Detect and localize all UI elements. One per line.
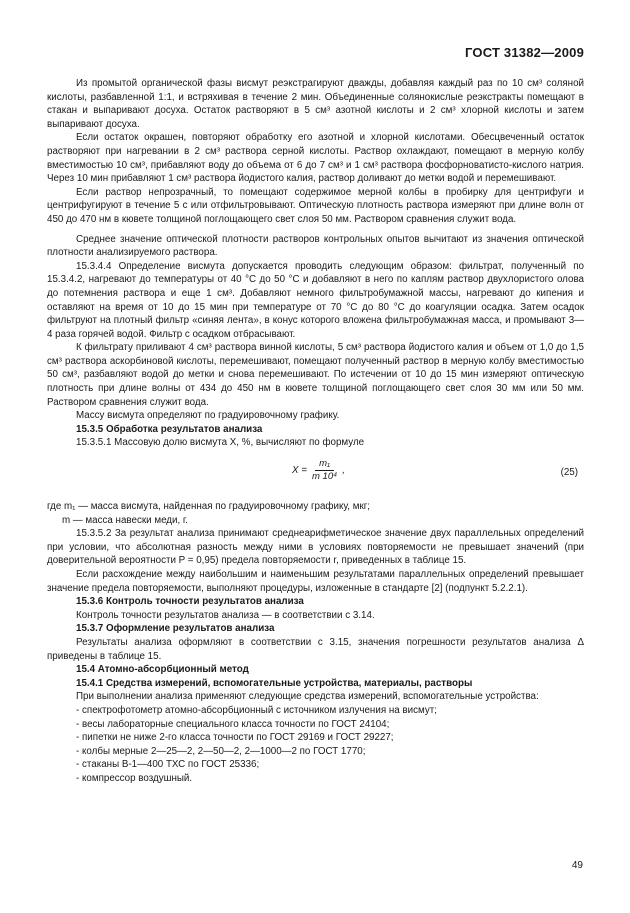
- formula-lhs: X =: [292, 464, 307, 476]
- paragraph-results-format: Результаты анализа оформляют в соответствии с 3.15, значения погрешности результатов анализа Δ приведены в таблице 15.: [47, 636, 584, 662]
- where-m1: где m₁ — масса висмута, найденная по градуировочному графику, мкг;: [47, 501, 371, 513]
- heading-15-4: 15.4 Атомно-абсорбционный метод: [76, 664, 249, 676]
- list-item: - спектрофотометр атомно-абсорбционный с источником излучения на висмут;: [76, 704, 437, 716]
- list-item: - компрессор воздушный.: [76, 772, 193, 784]
- paragraph-filtrate: К фильтрату приливают 4 см³ раствора винной кислоты, 5 см³ раствора йодистого калия и объем от 1,0 до 1,5 см³ раствора аскорбиновой кислоты, перемешивают, помещают полученный раствор в мерную колбу вместимостью 50 см³, разбавляют водой до метки и снова перемешивают. По истечении от 10 до 15 мин измеряют оптическую плотность при длине волны от 434 до 450 нм в кювете толщиной поглощающего свет слоя 30 мм или 50 мм. Раствором сравнения служит вода.: [47, 342, 584, 408]
- paragraph-instruments-intro: При выполнении анализа применяют следующие средства измерений, вспомогательные устройства:: [76, 691, 539, 703]
- page-header-standard: ГОСТ 31382—2009: [465, 45, 584, 60]
- list-item: - колбы мерные 2—25—2, 2—50—2, 2—1000—2 по ГОСТ 1770;: [76, 745, 366, 757]
- paragraph-15-3-5-1: 15.3.5.1 Массовую долю висмута X, %, вычисляют по формуле: [76, 437, 365, 449]
- paragraph-15-3-5-2: 15.3.5.2 За результат анализа принимают среднеарифметическое значение двух параллельных определений при условии, что абсолютная разность между ними в условиях повторяемости не превышает значений (при доверительной вероятности P = 0,95) предела повторяемости r, приведенных в таблице 15.: [47, 528, 584, 567]
- paragraph-discrepancy: Если расхождение между наибольшим и наименьшим результатами параллельных определений превышает значение предела повторяемости, выполняют процедуры, изложенные в стандарте [2] (подпункт 5.2.2.1).: [47, 569, 584, 594]
- formula-suffix: ,: [342, 464, 345, 476]
- heading-15-3-6: 15.3.6 Контроль точности результатов анализа: [76, 596, 304, 608]
- paragraph-accuracy-control: Контроль точности результатов анализа — в соответствии с 3.14.: [76, 609, 375, 621]
- formula-number: (25): [560, 467, 578, 479]
- formula-25: [47, 456, 584, 492]
- heading-15-3-5: 15.3.5 Обработка результатов анализа: [76, 423, 263, 435]
- page-number: 49: [571, 860, 583, 871]
- formula-numerator: m₁: [315, 458, 334, 471]
- paragraph-colored-residue: Если остаток окрашен, повторяют обработку его азотной и хлорной кислотами. Обесцвеченный остаток растворяют при нагревании в 2 см³ раствора серной кислоты. Раствор охлаждают, помещают в мерную колбу вместимостью 10 см³, прибавляют воду до объема от 6 до 7 см³ и 1 см³ раствора фосфорноватисто-кислого натрия. Через 10 мин прибавляют 1 см³ раствора йодистого калия, раствор доливают до метки водой и перемешивают.: [47, 132, 584, 185]
- heading-15-3-7: 15.3.7 Оформление результатов анализа: [76, 623, 275, 635]
- formula-fraction: [312, 458, 337, 483]
- document-body: [47, 77, 584, 786]
- paragraph-control-average: Среднее значение оптической плотности растворов контрольных опытов вычитают из значения оптической плотности анализируемого раствора.: [47, 233, 584, 259]
- where-m: m — масса навески меди, г.: [62, 514, 189, 526]
- list-item: - весы лабораторные специального класса точности по ГОСТ 24104;: [76, 718, 390, 730]
- list-item: - пипетки не ниже 2-го класса точности по ГОСТ 29169 и ГОСТ 29227;: [76, 732, 394, 744]
- paragraph-reextraction: Из промытой органической фазы висмут реэкстрагируют дважды, добавляя каждый раз по 10 см³ соляной кислоты, разбавленной 1:1, и встряхивая в течение 2 мин. Объединенные солянокислые реэкстракты помещают в стакан и выпаривают досуха. Остаток растворяют в 5 см³ азотной кислоты и 2 см³ хлорной кислоты и затем выпаривают досуха.: [47, 78, 584, 130]
- paragraph-turbid-solution: Если раствор непрозрачный, то помещают содержимое мерной колбы в пробирку для центрифуги и центрифугируют в течение 5 с или отфильтровывают. Оптическую плотность раствора измеряют при длине волн от 450 до 470 нм в кювете толщиной поглощающего свет слоя 50 мм. Раствором сравнения служит вода.: [47, 186, 584, 225]
- paragraph-bismuth-mass: Массу висмута определяют по градуировочному графику.: [76, 410, 340, 422]
- formula-expression: [292, 458, 345, 483]
- list-item: - стаканы В-1—400 ТХС по ГОСТ 25336;: [76, 759, 260, 771]
- formula-denominator: m 10⁴: [311, 471, 338, 483]
- heading-15-4-1: 15.4.1 Средства измерений, вспомогательные устройства, материалы, растворы: [76, 677, 473, 689]
- paragraph-15-3-4-4: 15.3.4.4 Определение висмута допускается проводить следующим образом: фильтрат, полученный по 15.3.4.2, нагревают до температуры от 40 °С до 50 °С и добавляют в него по каплям раствор двухлористого олова до потемнения раствора и еще 1 см³. Добавляют немного фильтробумажной массы, нагревают до кипения и оставляют на время от 10 до 15 мин при температуре от 70 °С до 80 °С до коагуляции осадка. Затем осадок фильтруют на плотный фильтр «синяя лента», в конус которого вложена фильтробумажная масса, и промывают 3—4 раза горячей водой. Фильтр с осадком отбрасывают.: [47, 260, 584, 340]
